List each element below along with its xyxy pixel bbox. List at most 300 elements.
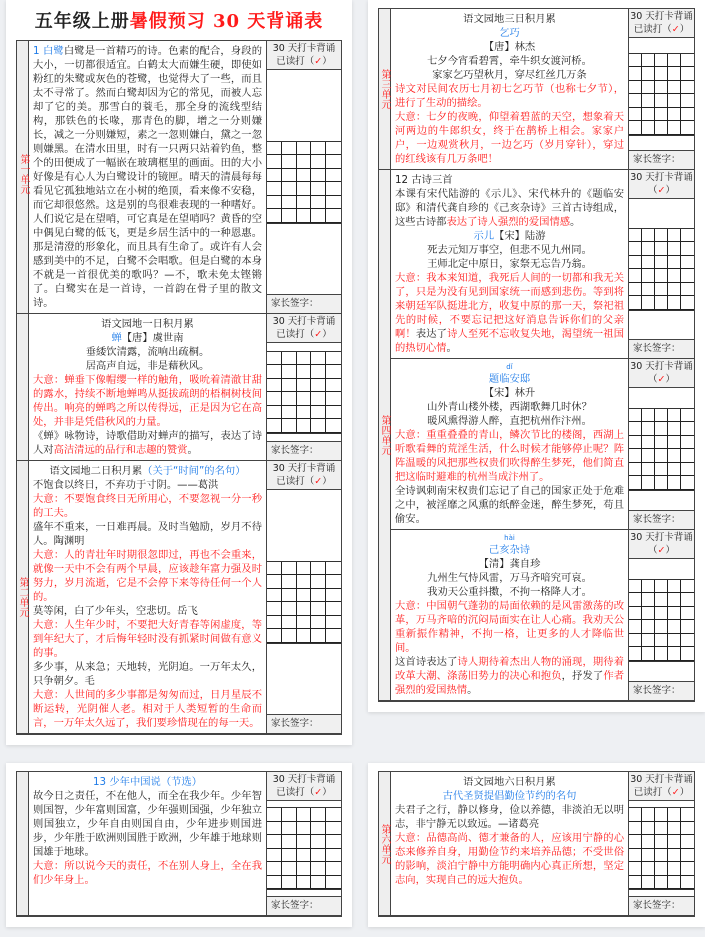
checkin-cell[interactable] <box>655 876 668 890</box>
checkin-cell[interactable] <box>681 449 694 463</box>
checkin-cell[interactable] <box>326 365 341 379</box>
checkin-cell[interactable] <box>629 269 642 283</box>
parent-signature[interactable] <box>629 896 694 915</box>
checkin-cell[interactable] <box>297 835 312 849</box>
checkin-cell[interactable] <box>681 283 694 297</box>
checkin-cell[interactable] <box>629 607 642 621</box>
checkin-cell[interactable] <box>681 229 694 243</box>
checkin-cell[interactable] <box>267 629 282 643</box>
checkin-cell[interactable] <box>655 229 668 243</box>
checkin-cell[interactable] <box>655 620 668 634</box>
checkin-cell[interactable] <box>311 169 326 183</box>
checkin-cell[interactable] <box>629 476 642 490</box>
checkin-cell[interactable] <box>668 229 681 243</box>
checkin-cell[interactable] <box>629 593 642 607</box>
checkin-cell[interactable] <box>629 81 642 95</box>
checkin-cell[interactable] <box>282 142 297 156</box>
checkin-cell[interactable] <box>642 269 655 283</box>
checkin-cell[interactable] <box>681 436 694 450</box>
read-mark-label: 已读打（ <box>633 24 672 35</box>
checkin-cell[interactable] <box>642 108 655 122</box>
checkin-cell[interactable] <box>282 616 297 630</box>
checkin-cell[interactable] <box>668 256 681 270</box>
checkin-cell[interactable] <box>326 849 341 863</box>
checkin-cell[interactable] <box>642 242 655 256</box>
checkin-cell[interactable] <box>629 634 642 648</box>
checkin-cell[interactable] <box>311 352 326 366</box>
checkin-cell[interactable] <box>668 409 681 423</box>
checkin-cell[interactable] <box>311 808 326 822</box>
checkin-cell[interactable] <box>297 629 312 643</box>
checkin-cell[interactable] <box>629 242 642 256</box>
checkin-cell[interactable] <box>681 822 694 836</box>
checkin-cell[interactable] <box>311 196 326 210</box>
checkin-cell[interactable] <box>267 419 282 433</box>
checkin-cell[interactable] <box>668 463 681 477</box>
page-card-left-top <box>6 0 352 745</box>
checkin-cell[interactable] <box>267 182 282 196</box>
checkin-cell[interactable] <box>282 876 297 890</box>
checkin-cell[interactable] <box>629 436 642 450</box>
checkin-cell[interactable] <box>629 876 642 890</box>
checkin-cell[interactable] <box>311 849 326 863</box>
checkin-cell[interactable] <box>267 406 282 420</box>
checkin-cell[interactable] <box>681 54 694 68</box>
checkin-cell[interactable] <box>668 849 681 863</box>
checkin-cell[interactable] <box>297 209 312 223</box>
checkin-cell[interactable] <box>655 54 668 68</box>
checkin-cell[interactable] <box>668 607 681 621</box>
checkin-cell[interactable] <box>297 575 312 589</box>
checkin-cell[interactable] <box>326 808 341 822</box>
checkin-cell[interactable] <box>629 94 642 108</box>
checkin-cell[interactable] <box>297 876 312 890</box>
parent-signature[interactable] <box>267 294 341 313</box>
checkin-cell[interactable] <box>297 365 312 379</box>
checkin-cell[interactable] <box>282 196 297 210</box>
checkin-cell[interactable] <box>668 647 681 661</box>
checkin-cell[interactable] <box>642 862 655 876</box>
checkin-cell[interactable] <box>668 593 681 607</box>
checkin-cell[interactable] <box>311 379 326 393</box>
checkin-cell[interactable] <box>282 419 297 433</box>
checkin-cell[interactable] <box>642 580 655 594</box>
checkin-cell[interactable] <box>629 229 642 243</box>
checkin-cell[interactable] <box>311 575 326 589</box>
checkin-cell[interactable] <box>655 108 668 122</box>
checkin-cell[interactable] <box>326 862 341 876</box>
checkin-cell[interactable] <box>668 876 681 890</box>
checkin-cell[interactable] <box>629 822 642 836</box>
checkin-cell[interactable] <box>629 849 642 863</box>
checkin-cell[interactable] <box>642 607 655 621</box>
checkin-cell[interactable] <box>655 283 668 297</box>
checkin-cell[interactable] <box>681 634 694 648</box>
checkin-cell[interactable] <box>655 409 668 423</box>
checkin-cell[interactable] <box>681 269 694 283</box>
checkin-cell[interactable] <box>326 629 341 643</box>
checkin-cell[interactable] <box>655 422 668 436</box>
parent-signature[interactable] <box>629 339 694 358</box>
checkin-cell[interactable] <box>282 575 297 589</box>
checkin-cell[interactable] <box>655 256 668 270</box>
checkin-cell[interactable] <box>267 392 282 406</box>
checkin-cell[interactable] <box>642 121 655 135</box>
blank-area <box>267 343 341 351</box>
checkin-cell[interactable] <box>297 352 312 366</box>
checkin-header <box>267 41 341 70</box>
checkin-cell[interactable] <box>629 580 642 594</box>
checkin-cell[interactable] <box>326 392 341 406</box>
checkin-cell[interactable] <box>297 589 312 603</box>
checkin-cell[interactable] <box>311 365 326 379</box>
checkin-cell[interactable] <box>681 121 694 135</box>
checkin-cell[interactable] <box>668 81 681 95</box>
checkin-cell[interactable] <box>267 849 282 863</box>
checkin-cell[interactable] <box>326 602 341 616</box>
checkin-cell[interactable] <box>668 67 681 81</box>
checkin-cell[interactable] <box>326 142 341 156</box>
checkin-cell[interactable] <box>655 449 668 463</box>
checkin-cell[interactable] <box>629 67 642 81</box>
checkin-cell[interactable] <box>326 169 341 183</box>
checkin-cell[interactable] <box>655 849 668 863</box>
checkin-cell[interactable] <box>642 229 655 243</box>
parent-signature[interactable] <box>629 150 694 169</box>
checkin-cell[interactable] <box>655 81 668 95</box>
checkin-cell[interactable] <box>681 647 694 661</box>
checkin-cell[interactable] <box>267 876 282 890</box>
checkin-cell[interactable] <box>267 589 282 603</box>
checkin-cell[interactable] <box>642 296 655 310</box>
checkin-cell[interactable] <box>642 409 655 423</box>
checkin-cell[interactable] <box>655 476 668 490</box>
checkin-cell[interactable] <box>655 647 668 661</box>
blank-area <box>629 311 694 340</box>
checkin-cell[interactable] <box>629 283 642 297</box>
checkin-cell[interactable] <box>267 562 282 576</box>
checkin-cell[interactable] <box>681 422 694 436</box>
checkin-cell[interactable] <box>629 54 642 68</box>
checkin-cell[interactable] <box>282 562 297 576</box>
checkin-cell[interactable] <box>655 593 668 607</box>
checkin-cell[interactable] <box>655 862 668 876</box>
checkin-cell[interactable] <box>642 876 655 890</box>
parent-signature[interactable] <box>267 896 341 915</box>
checkin-cell[interactable] <box>282 808 297 822</box>
checkin-cell[interactable] <box>668 269 681 283</box>
checkin-cell[interactable] <box>642 81 655 95</box>
checkin-cell[interactable] <box>282 209 297 223</box>
checkin-cell[interactable] <box>326 155 341 169</box>
checkin-cell[interactable] <box>326 562 341 576</box>
checkin-cell[interactable] <box>311 419 326 433</box>
checkin-cell[interactable] <box>297 142 312 156</box>
parent-signature[interactable] <box>629 681 694 700</box>
checkin-cell[interactable] <box>642 422 655 436</box>
checkin-cell[interactable] <box>297 562 312 576</box>
checkin-cell[interactable] <box>668 808 681 822</box>
checkin-cell[interactable] <box>668 436 681 450</box>
checkin-cell[interactable] <box>642 256 655 270</box>
checkin-cell[interactable] <box>629 862 642 876</box>
checkin-cell[interactable] <box>668 620 681 634</box>
checkin-cell[interactable] <box>282 849 297 863</box>
checkin-cell[interactable] <box>681 409 694 423</box>
checkin-cell[interactable] <box>681 108 694 122</box>
text-run: 【唐】林杰 <box>483 41 536 53</box>
checkin-cell[interactable] <box>629 422 642 436</box>
checkin-cell[interactable] <box>668 121 681 135</box>
checkin-cell[interactable] <box>642 283 655 297</box>
checkin-cell[interactable] <box>297 822 312 836</box>
checkin-cell[interactable] <box>326 876 341 890</box>
checkin-cell[interactable] <box>267 602 282 616</box>
checkin-cell[interactable] <box>282 155 297 169</box>
checkin-cell[interactable] <box>655 835 668 849</box>
checkin-cell[interactable] <box>668 580 681 594</box>
checkin-cell[interactable] <box>642 634 655 648</box>
checkin-cell[interactable] <box>282 392 297 406</box>
checkin-cell[interactable] <box>297 849 312 863</box>
checkin-cell[interactable] <box>267 822 282 836</box>
text-line <box>33 859 262 887</box>
checkin-cell[interactable] <box>655 242 668 256</box>
checkin-cell[interactable] <box>282 365 297 379</box>
checkin-cell[interactable] <box>297 808 312 822</box>
checkin-cell[interactable] <box>297 379 312 393</box>
checkin-cell[interactable] <box>681 876 694 890</box>
checkin-cell[interactable] <box>655 296 668 310</box>
checkin-cell[interactable] <box>629 835 642 849</box>
text-line <box>33 548 262 604</box>
blank-area <box>267 434 341 442</box>
checkin-cell[interactable] <box>267 142 282 156</box>
checkin-cell[interactable] <box>668 634 681 648</box>
checkin-cell[interactable] <box>681 463 694 477</box>
checkin-cell[interactable] <box>282 602 297 616</box>
checkin-cell[interactable] <box>326 196 341 210</box>
checkin-cell[interactable] <box>326 352 341 366</box>
checkin-cell[interactable] <box>681 620 694 634</box>
checkin-cell[interactable] <box>326 616 341 630</box>
checkin-cell[interactable] <box>267 155 282 169</box>
checkin-cell[interactable] <box>326 835 341 849</box>
checkin-cell[interactable] <box>311 209 326 223</box>
checkin-cell[interactable] <box>668 449 681 463</box>
checkin-cell[interactable] <box>267 352 282 366</box>
checkin-cell[interactable] <box>655 808 668 822</box>
checkin-cell[interactable] <box>655 822 668 836</box>
checkin-cell[interactable] <box>681 476 694 490</box>
checkin-cell[interactable] <box>326 182 341 196</box>
checkin-cell[interactable] <box>681 607 694 621</box>
parent-signature[interactable] <box>629 510 694 529</box>
checkin-cell[interactable] <box>282 589 297 603</box>
checkin-cell[interactable] <box>642 593 655 607</box>
checkin-cell[interactable] <box>681 593 694 607</box>
checkin-cell[interactable] <box>297 419 312 433</box>
checkin-cell[interactable] <box>668 283 681 297</box>
checkin-cell[interactable] <box>655 67 668 81</box>
checkin-cell[interactable] <box>629 449 642 463</box>
text-run: 我劝天公重抖擞，不拘一格降人才。 <box>427 586 592 598</box>
checkin-cell[interactable] <box>668 296 681 310</box>
checkin-cell[interactable] <box>282 352 297 366</box>
checkin-cell[interactable] <box>282 822 297 836</box>
checkin-header <box>629 170 694 199</box>
checkin-cell[interactable] <box>267 365 282 379</box>
checkin-cell[interactable] <box>668 54 681 68</box>
checkin-cell[interactable] <box>629 620 642 634</box>
checkin-cell[interactable] <box>629 296 642 310</box>
text-line <box>395 789 624 803</box>
checkin-cell[interactable] <box>642 94 655 108</box>
checkin-cell[interactable] <box>629 808 642 822</box>
checkin-cell[interactable] <box>629 121 642 135</box>
parent-signature-label: 家长签字： <box>633 514 681 525</box>
checkin-cell[interactable] <box>655 580 668 594</box>
checkin-cell[interactable] <box>642 822 655 836</box>
checkin-cell[interactable] <box>267 862 282 876</box>
checkin-cell[interactable] <box>642 620 655 634</box>
checkin-cell[interactable] <box>326 209 341 223</box>
checkin-cell[interactable] <box>267 209 282 223</box>
checkin-cell[interactable] <box>668 242 681 256</box>
checkin-cell[interactable] <box>629 463 642 477</box>
checkin-cell[interactable] <box>311 406 326 420</box>
checkin-cell[interactable] <box>668 422 681 436</box>
parent-signature[interactable] <box>267 714 341 733</box>
checkin-cell[interactable] <box>642 476 655 490</box>
checkin-cell[interactable] <box>297 169 312 183</box>
checkin-cell[interactable] <box>655 607 668 621</box>
checkin-cell[interactable] <box>668 476 681 490</box>
checkin-cell[interactable] <box>629 647 642 661</box>
text-run: 暖风熏得游人醉，直把杭州作汴州。 <box>427 415 592 427</box>
checkin-cell[interactable] <box>655 463 668 477</box>
checkin-cell[interactable] <box>629 256 642 270</box>
checkin-cell[interactable] <box>267 616 282 630</box>
checkin-cell[interactable] <box>282 835 297 849</box>
title-red: 暑假预习 30 天背诵表 <box>129 11 324 32</box>
checkin-cell[interactable] <box>311 629 326 643</box>
checkin-cell[interactable] <box>282 406 297 420</box>
checkin-cell[interactable] <box>282 379 297 393</box>
checkin-cell[interactable] <box>297 602 312 616</box>
parent-signature[interactable] <box>267 441 341 460</box>
checkin-cell[interactable] <box>297 616 312 630</box>
checkin-cell[interactable] <box>655 94 668 108</box>
checkin-cell[interactable] <box>297 196 312 210</box>
checkin-cell[interactable] <box>267 808 282 822</box>
checkin-cell[interactable] <box>297 155 312 169</box>
checkin-cell[interactable] <box>282 182 297 196</box>
checkin-cell[interactable] <box>642 835 655 849</box>
checkin-cell[interactable] <box>311 822 326 836</box>
checkin-cell[interactable] <box>326 379 341 393</box>
checkin-cell[interactable] <box>282 169 297 183</box>
text-run: 垂緌饮清露，流响出疏桐。 <box>85 346 210 358</box>
checkin-cell[interactable] <box>267 196 282 210</box>
checkin-cell[interactable] <box>681 849 694 863</box>
checkin-cell[interactable] <box>311 876 326 890</box>
checkin-cell[interactable] <box>655 634 668 648</box>
checkin-cell[interactable] <box>668 822 681 836</box>
checkin-cell[interactable] <box>267 169 282 183</box>
checkin-cell[interactable] <box>326 419 341 433</box>
checkin-cell[interactable] <box>311 589 326 603</box>
checkin-cell[interactable] <box>642 808 655 822</box>
checkin-cell[interactable] <box>629 108 642 122</box>
checkin-cell[interactable] <box>311 392 326 406</box>
checkin-cell[interactable] <box>642 449 655 463</box>
checkin-cell[interactable] <box>311 562 326 576</box>
checkin-cell[interactable] <box>282 629 297 643</box>
checkin-cell[interactable] <box>311 182 326 196</box>
checkin-cell[interactable] <box>267 835 282 849</box>
checkin-cell[interactable] <box>311 142 326 156</box>
unit-label-text: 第二单元 <box>17 577 28 617</box>
checkin-cell[interactable] <box>629 409 642 423</box>
checkin-cell[interactable] <box>282 862 297 876</box>
checkin-cell[interactable] <box>326 589 341 603</box>
checkin-cell[interactable] <box>642 436 655 450</box>
checkin-cell[interactable] <box>668 94 681 108</box>
checkin-cell[interactable] <box>297 406 312 420</box>
checkin-cell[interactable] <box>681 862 694 876</box>
checkin-cell[interactable] <box>681 808 694 822</box>
checkin-cell[interactable] <box>642 54 655 68</box>
checkin-cell[interactable] <box>642 463 655 477</box>
text-run: dǐ <box>506 363 513 371</box>
checkin-cell[interactable] <box>681 94 694 108</box>
checkin-cell[interactable] <box>267 379 282 393</box>
checkin-cell[interactable] <box>297 862 312 876</box>
checkin-cell[interactable] <box>681 580 694 594</box>
checkin-cell[interactable] <box>655 121 668 135</box>
checkin-cell[interactable] <box>642 647 655 661</box>
text-line <box>33 359 262 373</box>
checkin-cell[interactable] <box>326 406 341 420</box>
checkin-cell[interactable] <box>681 242 694 256</box>
checkin-cell[interactable] <box>681 835 694 849</box>
checkin-cell[interactable] <box>681 256 694 270</box>
blank-area <box>629 662 694 682</box>
checkin-cell[interactable] <box>311 862 326 876</box>
checkin-cell[interactable] <box>642 67 655 81</box>
checkin-cell[interactable] <box>267 575 282 589</box>
checkin-cell[interactable] <box>668 862 681 876</box>
checkin-cell[interactable] <box>681 67 694 81</box>
checkin-cell[interactable] <box>326 822 341 836</box>
checkin-cell[interactable] <box>668 835 681 849</box>
checkin-cell[interactable] <box>668 108 681 122</box>
checkin-cell[interactable] <box>311 835 326 849</box>
checkin-cell[interactable] <box>311 155 326 169</box>
checkin-cell[interactable] <box>681 81 694 95</box>
checkin-cell[interactable] <box>311 602 326 616</box>
checkin-cell[interactable] <box>326 575 341 589</box>
checkin-cell[interactable] <box>311 616 326 630</box>
checkin-cell[interactable] <box>655 269 668 283</box>
checkin-cell[interactable] <box>642 849 655 863</box>
checkin-cell[interactable] <box>655 436 668 450</box>
checkin-cell[interactable] <box>297 182 312 196</box>
text-line <box>395 243 624 257</box>
checkin-cell[interactable] <box>297 392 312 406</box>
checkin-cell[interactable] <box>681 296 694 310</box>
